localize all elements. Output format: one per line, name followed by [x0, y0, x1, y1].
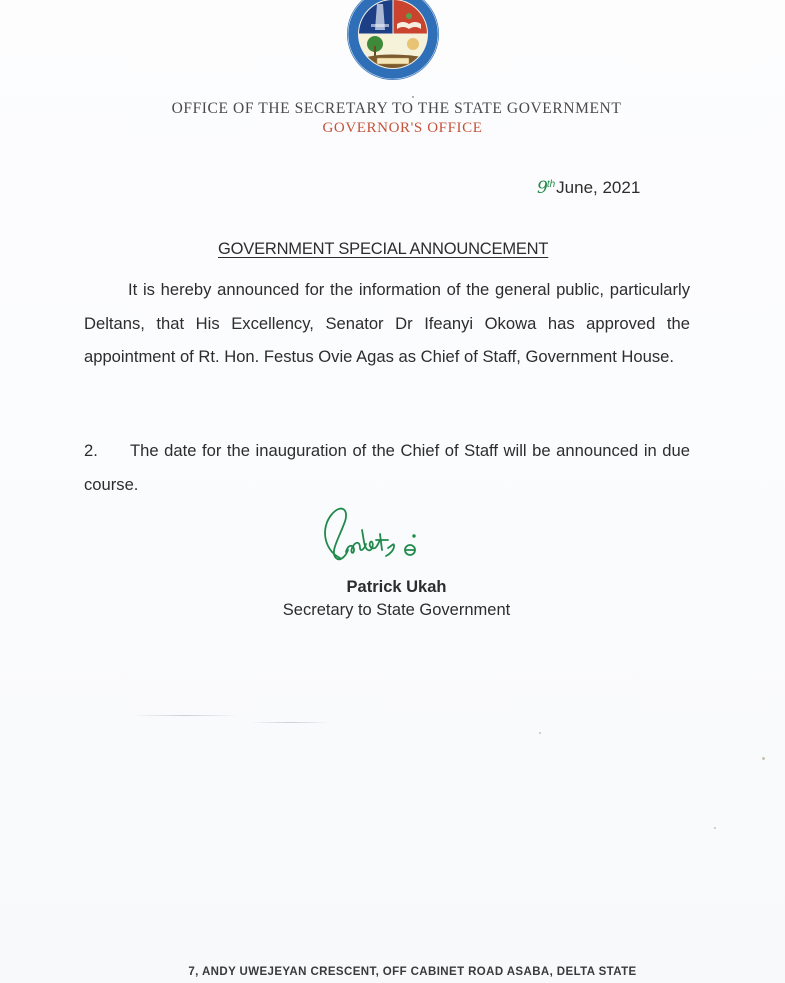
scan-speck: [412, 96, 414, 98]
scan-streak: [250, 722, 330, 723]
signatory-name: Patrick Ukah: [346, 578, 447, 596]
announcement-title: GOVERNMENT SPECIAL ANNOUNCEMENT: [218, 240, 549, 258]
paragraph-1-text: It is hereby announced for the information of the general public, particularly Deltans, that His Excellency, Senator Dr Ifeanyi Okowa has approved the appointment of Rt. Hon. Festus Ovie Agas as Chief of Staff, Government House.: [84, 280, 690, 366]
letter-date: [537, 178, 640, 198]
paragraph-1: [84, 273, 690, 374]
paragraph-2-text: The date for the inauguration of the Chief of Staff will be announced in due course.: [84, 441, 690, 494]
paragraph-2-number: 2.: [84, 441, 98, 460]
scan-speck: [714, 827, 716, 829]
paragraph-2: [84, 434, 690, 501]
scan-streak: [130, 715, 240, 716]
office-heading: OFFICE OF THE SECRETARY TO THE STATE GOVERNMENT: [171, 100, 622, 117]
signatory-title: Secretary to State Government: [282, 601, 511, 619]
date-day-suffix: th: [546, 179, 556, 190]
scan-speck: [539, 732, 541, 734]
date-month-year: June, 2021: [556, 178, 641, 197]
footer-address: 7, ANDY UWEJEYAN CRESCENT, OFF CABINET ROAD ASABA, DELTA STATE: [188, 966, 637, 978]
state-seal-logo-icon: [333, 0, 453, 82]
scan-speck: [762, 757, 765, 760]
signature-icon: [310, 500, 450, 570]
sub-office-heading: GOVERNOR'S OFFICE: [322, 120, 483, 136]
date-day-handwritten: 9: [537, 178, 547, 198]
